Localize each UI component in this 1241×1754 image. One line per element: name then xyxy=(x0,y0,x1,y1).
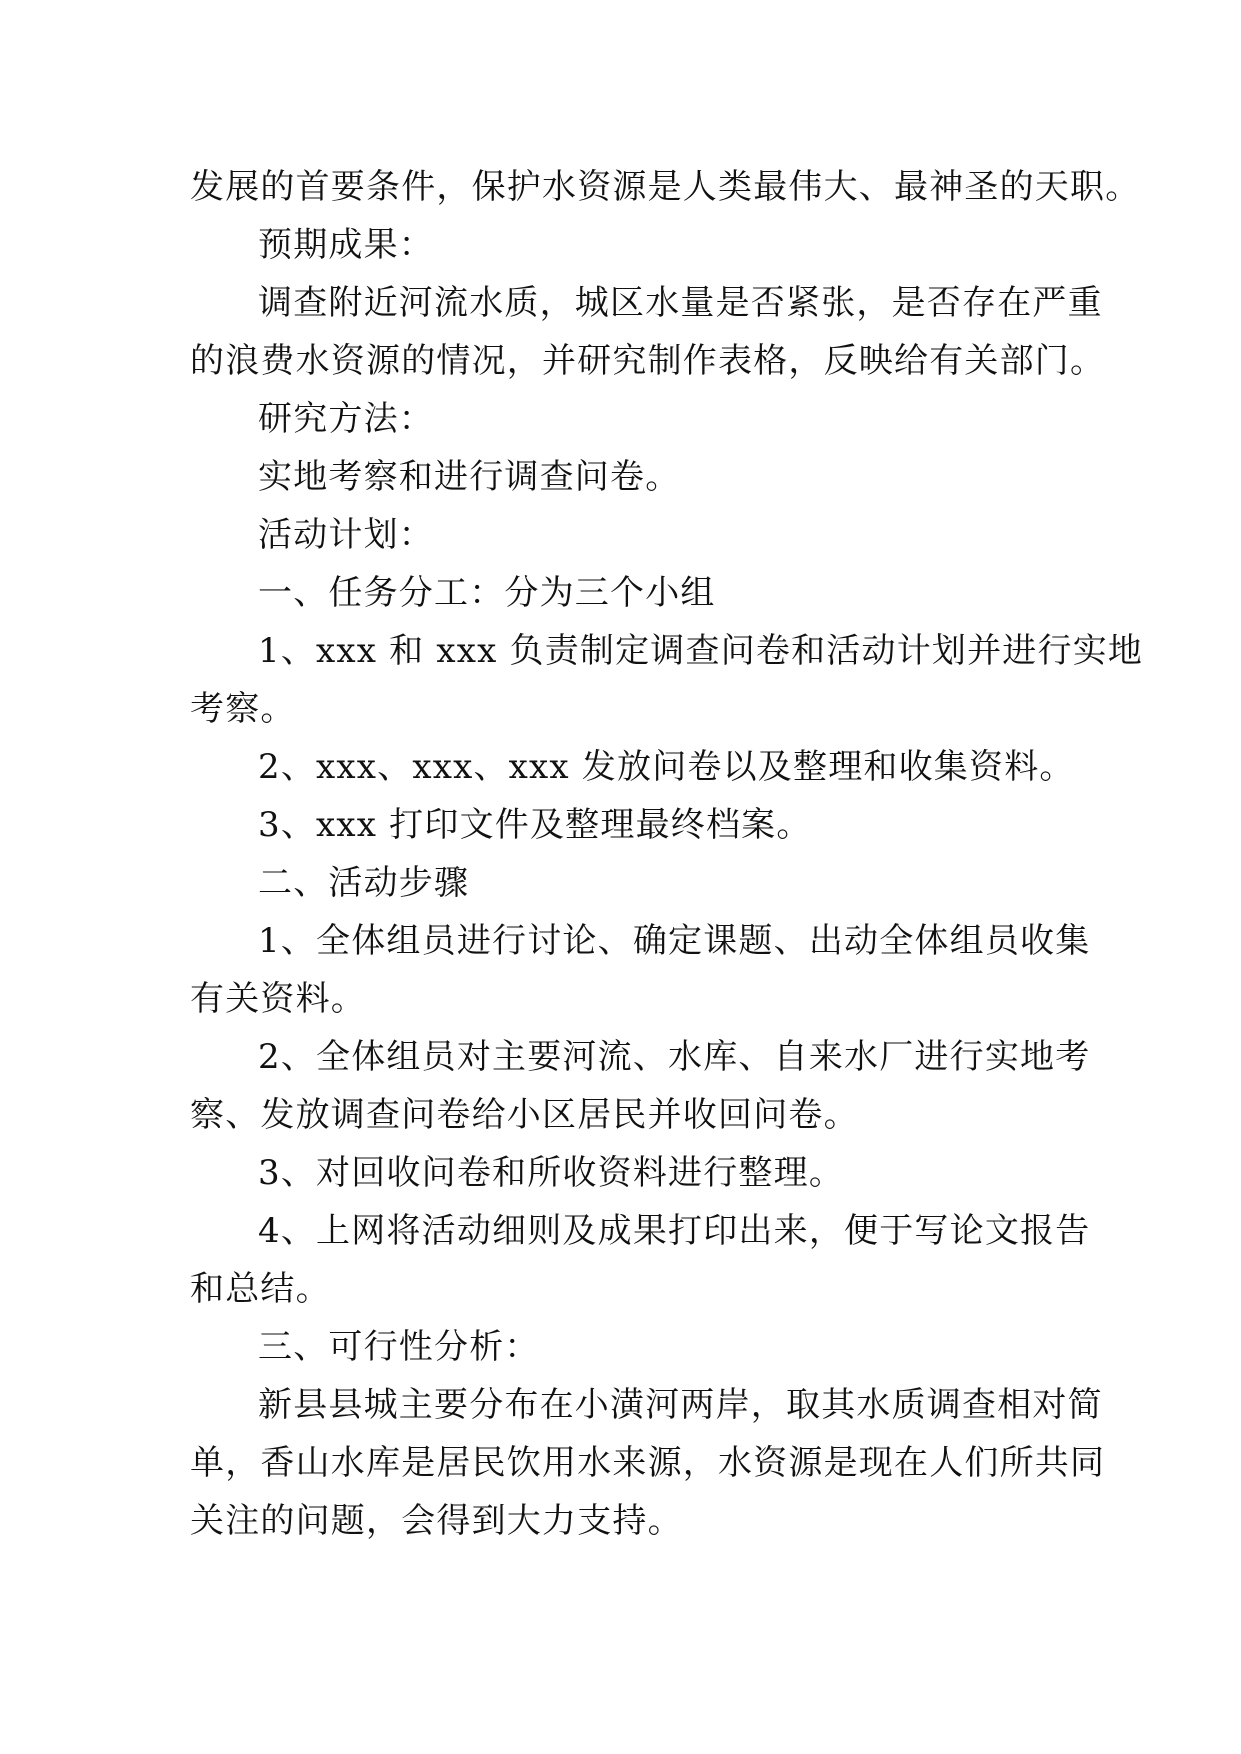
list-item-line: 考察。 xyxy=(190,689,296,729)
list-item-line: 3、对回收问卷和所收资料进行整理。 xyxy=(258,1153,845,1193)
section-heading-activity-plan: 活动计划： xyxy=(258,515,434,555)
text-line: 的浪费水资源的情况，并研究制作表格，反映给有关部门。 xyxy=(190,341,1106,381)
list-item-line: 和总结。 xyxy=(190,1269,331,1309)
text-line: 调查附近河流水质，城区水量是否紧张，是否存在严重 xyxy=(258,283,1103,323)
list-heading-feasibility-analysis: 三、可行性分析： xyxy=(258,1327,540,1367)
list-heading-task-division: 一、任务分工：分为三个小组 xyxy=(258,573,716,613)
list-item-line: 察、发放调查问卷给小区居民并收回问卷。 xyxy=(190,1095,859,1135)
document-body xyxy=(190,158,1144,1550)
text-line: 单，香山水库是居民饮用水来源，水资源是现在人们所共同 xyxy=(190,1443,1106,1483)
list-item-line: 1、全体组员进行讨论、确定课题、出动全体组员收集 xyxy=(258,921,1091,961)
list-item-line: 有关资料。 xyxy=(190,979,366,1019)
text-line: 实地考察和进行调查问卷。 xyxy=(258,457,681,497)
text-line: 新县县城主要分布在小潢河两岸，取其水质调查相对简 xyxy=(258,1385,1103,1425)
section-heading-research-method: 研究方法： xyxy=(258,399,434,439)
text-line: 关注的问题，会得到大力支持。 xyxy=(190,1501,683,1541)
section-heading-expected-results: 预期成果： xyxy=(258,225,434,265)
list-item-line: 1、xxx 和 xxx 负责制定调查问卷和活动计划并进行实地 xyxy=(258,631,1144,671)
list-heading-activity-steps: 二、活动步骤 xyxy=(258,863,470,903)
text-line: 发展的首要条件，保护水资源是人类最伟大、最神圣的天职。 xyxy=(190,167,1141,207)
list-item-line: 2、全体组员对主要河流、水库、自来水厂进行实地考 xyxy=(258,1037,1091,1077)
list-item-line: 3、xxx 打印文件及整理最终档案。 xyxy=(258,805,812,845)
list-item-line: 4、上网将活动细则及成果打印出来，便于写论文报告 xyxy=(258,1211,1091,1251)
list-item-line: 2、xxx、xxx、xxx 发放问卷以及整理和收集资料。 xyxy=(258,747,1075,787)
